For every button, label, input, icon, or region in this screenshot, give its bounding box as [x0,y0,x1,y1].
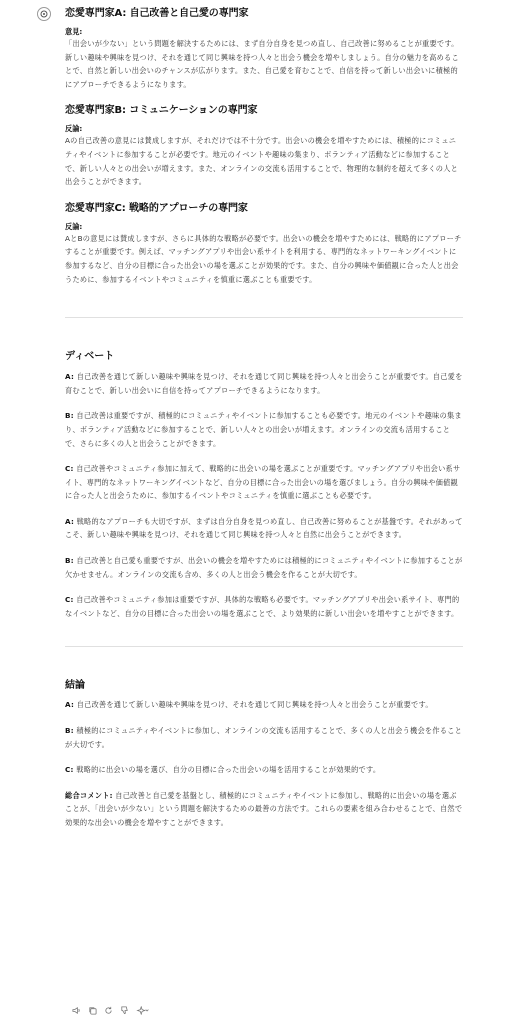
expert-c-label: 反論: [65,221,83,231]
debate-title: ディベート [65,351,115,363]
debate-item: A: 自己改善を通じて新しい趣味や興味を見つけ、それを通じて同じ興味を持つ人々と出会うことが重要です。自己愛を育むことで、新しい出会いに自信を持ってアプローチできるようになります。 [65,372,463,395]
assistant-avatar-icon [37,7,51,21]
expert-b-section [65,104,463,188]
conclusion-title: 結論 [65,680,85,692]
regenerate-icon[interactable] [104,1006,113,1015]
speaker-icon[interactable] [72,1006,81,1015]
conclusion-summary: 総合コメント: 自己改善と自己愛を基盤とし、積極的にコミュニティやイベントに参加し、戦略的に出会いの場を選ぶことが、「出会いが少ない」という問題を解決するための最善の方法です。これらの要素を組み合わせることで、自然で効果的な出会いの機会を増やすことができます。 [65,790,463,827]
debate-item: B: 自己改善は重要ですが、積極的にコミュニティやイベントに参加することも必要です。地元のイベントや趣味の集まり、ボランティア活動などに参加することで、新しい人々との出会いが増えます。オンラインの交流も活用することで、さらに多くの人と出会うことができます。 [65,411,462,448]
model-switch-icon[interactable] [136,1006,150,1015]
divider [65,317,463,318]
expert-c-section [65,202,463,286]
conclusion-item: C: 戦略的に出会いの場を選び、自分の目標に合った出会いの場を活用することが効果的です。 [65,765,381,775]
debate-item: B: 自己改善と自己愛も重要ですが、出会いの機会を増やすためには積極的にコミュニティやイベントに参加することが欠かせません。オンラインの交流も含め、多くの人と出会う機会を作ることが大切です。 [65,556,463,579]
assistant-message [65,7,463,830]
conclusion-item: B: 積極的にコミュニティやイベントに参加し、オンラインの交流も活用することで、多くの人と出会う機会を作ることが大切です。 [65,726,463,749]
divider [65,646,463,647]
expert-b-title: 恋愛専門家B: コミュニケーションの専門家 [65,105,258,117]
expert-c-title: 恋愛専門家C: 戦略的アプローチの専門家 [65,202,248,214]
expert-a-text: 「出会いが少ない」という問題を解決するためには、まず自分自身を見つめ直し、自己改善に努めることが重要です。新しい趣味や興味を見つけ、それを通じて同じ興味を持つ人々と出会う機会を増やしましょう。自分の魅力を高めることで、自然と新しい出会いのチャンスが広がります。また、自己愛を育むことで、自信を持って新しい出会いに積極的にアプローチできるようになります。 [65,39,459,89]
expert-a-section [65,7,463,91]
expert-b-label: 反論: [65,124,83,134]
thumbs-down-icon[interactable] [120,1006,129,1015]
expert-a-title: 恋愛専門家A: 自己改善と自己愛の専門家 [65,8,249,19]
message-toolbar [72,1006,150,1015]
conclusion-item: A: 自己改善を通じて新しい趣味や興味を見つけ、それを通じて同じ興味を持つ人々と出会うことが重要です。 [65,700,433,710]
copy-icon[interactable] [88,1006,97,1015]
debate-item: C: 自己改善やコミュニティ参加に加えて、戦略的に出会いの場を選ぶことが重要です。マッチングアプリや出会い系サイト、専門的なネットワーキングイベントなど、自分の目標に合った出会いの場を選びましょう。自分の興味や価値観に合った人と出会うために、参加するイベントやコミュニティを慎重に選ぶことも必要です。 [65,464,461,501]
debate-item: C: 自己改善やコミュニティ参加は重要ですが、具体的な戦略も必要です。マッチングアプリや出会い系サイト、専門的なイベントなど、自分の目標に合った出会いの場を選ぶことで、より効果的に新しい出会いを増やすことができます。 [65,595,460,618]
expert-a-label: 意見: [65,27,83,36]
expert-c-text: AとBの意見には賛成しますが、さらに具体的な戦略が必要です。出会いの機会を増やすためには、戦略的にアプローチすることが重要です。例えば、マッチングアプリや出会い系サイトを利用する、専門的なネットワーキングイベントに参加するなど、自分の目標に合った出会いの場を選ぶことが効果的です。また、自分の興味や価値観に合った人と出会うために、参加するイベントやコミュニティを慎重に選ぶことも重要です。 [65,233,462,284]
debate-item: A: 戦略的なアプローチも大切ですが、まずは自分自身を見つめ直し、自己改善に努めることが基盤です。それがあってこそ、新しい趣味や興味を見つけ、それを通じて同じ興味を持つ人々と自然に出会うことができます。 [65,516,463,540]
expert-b-text: Aの自己改善の意見には賛成しますが、それだけでは不十分です。出会いの機会を増やすためには、積極的にコミュニティやイベントに参加することが必要です。地元のイベントや趣味の集まり、ボランティア活動などに参加することで、新しい人々との出会いが増えます。また、オンラインの交流も活用することで、物理的な制約を超えて多くの人と出会うことができます。 [65,136,459,187]
